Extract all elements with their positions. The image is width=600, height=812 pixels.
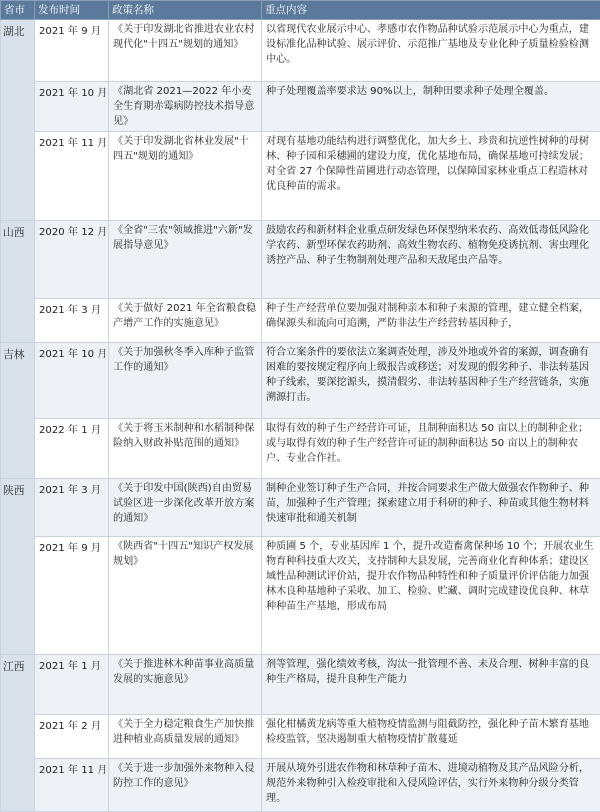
date-cell: 2021 年 9 月 [35, 20, 109, 82]
table-row [1, 221, 600, 299]
table-body [1, 20, 600, 812]
table-row [1, 20, 600, 82]
province-cell: 江西 [1, 655, 35, 812]
key-content-cell: 以省现代农业展示中心、孝感市农作物品种试验示范展示中心为重点，建设标准化品种试验、展示评价、示范推广基地及专业化种子质量检验检测中心。 [262, 20, 600, 82]
key-content-cell: 剂等管理，强化绩效考核，沟汰一批管理不善、未及合理、树种丰富的良种生产格局，提升良种生产能力 [262, 655, 600, 715]
date-cell: 2020 年 12 月 [35, 221, 109, 299]
policy-name-cell: 《关于印发中国(陕西)自由贸易试验区进一步深化改革开放方案的通知》 [109, 479, 262, 537]
table-row [1, 419, 600, 479]
key-content-cell: 制种企业签订种子生产合同，并按合同要求生产做大做强农作物种子、种苗，加强种子生产管理；探索建立用于科研的种子、种苗或其他生物材料快速审批和通关机制 [262, 479, 600, 537]
key-content-cell: 种子生产经营单位要加强对制种亲本和种子来源的管理，建立健全档案，确保源头和流向可追溯，严防非法生产经营转基因种子， [262, 299, 600, 343]
date-cell: 2021 年 3 月 [35, 479, 109, 537]
province-cell: 湖北 [1, 20, 35, 221]
policy-name-cell: 《关于推进林木种苗事业高质量发展的实施意见》 [109, 655, 262, 715]
province-cell: 陕西 [1, 479, 35, 655]
key-content-cell: 强化柑橘黄龙病等重大植物疫情监测与阻截防控，强化种子苗木繁育基地检疫监管，坚决遏制重大植物疫情扩散蔓延 [262, 715, 600, 759]
table-row [1, 715, 600, 759]
table-row [1, 759, 600, 812]
header-date: 发布时间 [35, 1, 109, 20]
policy-name-cell: 《关于印发湖北省推进农业农村现代化"十四五"规划的通知》 [109, 20, 262, 82]
key-content-cell: 对现有基地功能结构进行调整优化，加大乡土、珍贵和抗逆性树种的母树林、种子园和采穗圃的建设力度，优化基地布局，确保基地可持续发展；对全省 27 个保障性苗圃进行动态管理，以保障国家林业重点工程造林对优良种苗的需求。 [262, 132, 600, 221]
date-cell: 2021 年 2 月 [35, 715, 109, 759]
key-content-cell: 开展从境外引进农作物和林草种子苗木、进境动植物及其产品风险分析，规范外来物种引入检疫审批和入侵风险评估，实行外来物种分级分类管理。 [262, 759, 600, 812]
key-content-cell: 鼓励农药和新材料企业重点研发绿色环保型纳米农药、高效低毒低风险化学农药、新型环保农药助剂、高效生物农药、植物免疫诱抗剂、害虫理化诱控产品、种子生物制剂处理产品和天敌尾虫产品等。 [262, 221, 600, 299]
policy-name-cell: 《关于加强秋冬季入库种子监管工作的通知》 [109, 343, 262, 419]
date-cell: 2022 年 1 月 [35, 419, 109, 479]
table-header-row [1, 1, 600, 20]
key-content-cell: 符合立案条件的要依法立案调查处理，涉及外地或外省的案源，调查确有困难的要按规定程序向上级报告或移送；对发现的假劣种子、非法转基因种子线索，要深挖源头，摸清假劣、非法转基因种子生产经营链条，实施溯源打击。 [262, 343, 600, 419]
province-cell: 吉林 [1, 343, 35, 479]
date-cell: 2021 年 1 月 [35, 655, 109, 715]
date-cell: 2021 年 10 月 [35, 82, 109, 132]
policy-name-cell: 《陕西省"十四五"知识产权发展规划》 [109, 537, 262, 655]
table-row [1, 537, 600, 655]
policy-name-cell: 《关于做好 2021 年全省粮食稳产增产工作的实施意见》 [109, 299, 262, 343]
table-row [1, 343, 600, 419]
date-cell: 2021 年 11 月 [35, 132, 109, 221]
key-content-cell: 取得有效的种子生产经营许可证，且制种面积达 50 亩以上的制种企业；或与取得有效的种子生产经营许可证的制种面积达 50 亩以上的制种农户、专业合作社。 [262, 419, 600, 479]
policy-name-cell: 《关于印发湖北省林业发展"十四五"规划的通知》 [109, 132, 262, 221]
policy-name-cell: 《全省"三农"领域推进"六新"发展指导意见》 [109, 221, 262, 299]
table-row [1, 655, 600, 715]
policy-name-cell: 《关于全力稳定粮食生产加快推进种植业高质量发展的通知》 [109, 715, 262, 759]
key-content-cell: 种子处理覆盖率要求达 90%以上，制种田要求种子处理全覆盖。 [262, 82, 600, 132]
province-cell: 山西 [1, 221, 35, 343]
header-province: 省市 [1, 1, 35, 20]
policy-name-cell: 《关于将玉米制种和水稻制种保险纳入财政补贴范围的通知》 [109, 419, 262, 479]
policy-name-cell: 《关于进一步加强外来物种入侵防控工作的意见》 [109, 759, 262, 812]
table-row [1, 299, 600, 343]
table-row [1, 82, 600, 132]
date-cell: 2021 年 3 月 [35, 299, 109, 343]
policy-name-cell: 《湖北省 2021—2022 年小麦全生育期赤霉病防控技术指导意见》 [109, 82, 262, 132]
date-cell: 2021 年 10 月 [35, 343, 109, 419]
header-key-content: 重点内容 [262, 1, 600, 20]
table-row [1, 132, 600, 221]
header-policy-name: 政策名称 [109, 1, 262, 20]
date-cell: 2021 年 11 月 [35, 759, 109, 812]
date-cell: 2021 年 9 月 [35, 537, 109, 655]
key-content-cell: 种质圃 5 个，专业基因库 1 个，提升改造畜禽保种场 10 个；开展农业生物育种科技重大攻关，支持制种大县发展，完善商业化育种体系；建设区域性品种测试评价站，提升农作物品种特性和种子质量评价评估能力加强林木良种基地种子采收、加工、检验、贮藏、调时完成建设优良种、林草种种苗生产基地，形成布局 [262, 537, 600, 655]
table-row [1, 479, 600, 537]
